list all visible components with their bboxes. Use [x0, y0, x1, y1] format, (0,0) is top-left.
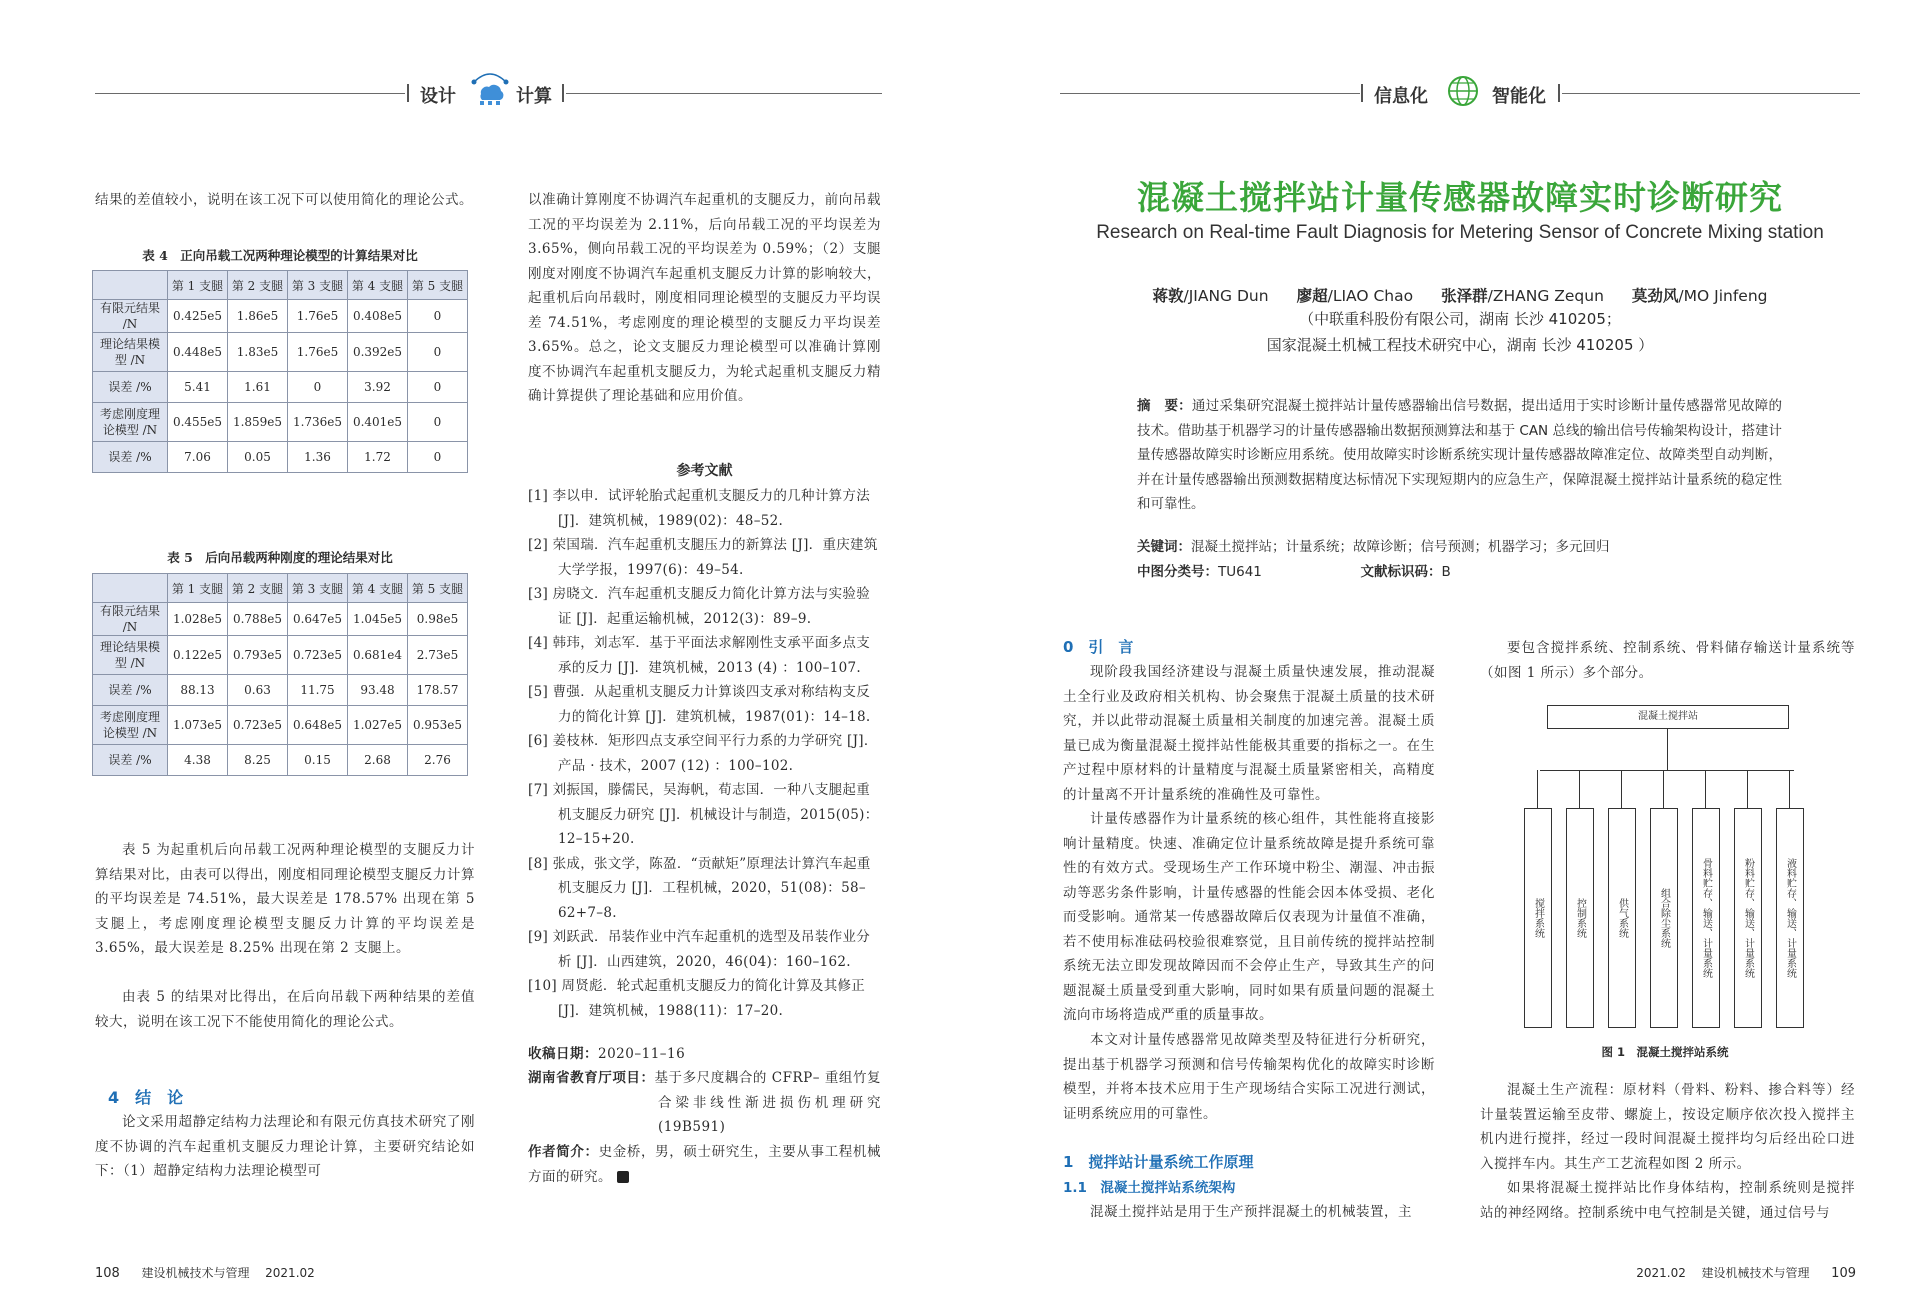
table-row [93, 636, 468, 675]
table-row-header: 考虑刚度理论模型 /N [93, 706, 168, 745]
references-title: 参考文献 [676, 463, 733, 479]
table-cell: 4.38 [168, 745, 228, 776]
table-cell: 0 [408, 442, 468, 473]
flowchart-child-box: 控制系统 [1566, 808, 1594, 1028]
affiliation-1: （中联重科股份有限公司，湖南 长沙 410205； [1299, 310, 1621, 328]
flowchart-child-box: 组合除尘系统 [1650, 808, 1678, 1028]
keywords-label: 关键词： [1137, 539, 1191, 555]
table-row [93, 675, 468, 706]
abstract-label: 摘 要： [1137, 398, 1192, 414]
reference-item: [6] 姜枝林．矩形四点支承空间平行力系的力学研究 [J]．产品 · 技术，2007 (12) ：100–102. [528, 733, 878, 774]
flowchart-connector [1747, 770, 1748, 808]
reference-item: [7] 刘振国，滕儒民，吴海帆，荀志国．一种八支腿起重机支腿反力研究 [J]．机械设计与制造，2015(05)：12–15+20. [528, 782, 879, 847]
author-list [1060, 284, 1860, 306]
table-cell: 1.83e5 [228, 333, 288, 372]
paragraph-table5-analysis: 表 5 为起重机后向吊载工况两种理论模型的支腿反力计算结果对比，由表可以得出，刚度相同理论模型支腿反力计算的平均误差是 74.51%，最大误差是 178.57% 出现在第 5 支腿上，考虑刚度理论模型支腿反力计算的平均误差是 3.65%，最大误差是 8.25% 出现在第 2 支腿上。 [95, 842, 475, 956]
author-name-en: /MO Jinfeng [1678, 287, 1768, 305]
table-header-cell [93, 574, 168, 603]
table-cell: 1.36 [288, 442, 348, 473]
right-journal-name: 建设机械技术与管理 [1701, 1266, 1810, 1280]
figure1-caption: 图 1 混凝土搅拌站系统 [1601, 1045, 1729, 1059]
flowchart-child-box: 骨料贮存、输送、计量系统 [1692, 808, 1720, 1028]
table-row [93, 333, 468, 372]
cloud-network-icon [470, 68, 510, 108]
right-issue: 2021.02 [1636, 1266, 1686, 1280]
author-name-en: /LIAO Chao [1327, 287, 1414, 305]
table-row [93, 745, 468, 776]
table-cell: 0.648e5 [288, 706, 348, 745]
table-row-header: 误差 /% [93, 675, 168, 706]
table-row-header: 误差 /% [93, 372, 168, 403]
table-row [93, 603, 468, 636]
table-cell: 0 [288, 372, 348, 403]
flowchart-connector [1663, 770, 1664, 808]
table-cell: 0.448e5 [168, 333, 228, 372]
paragraph-conclusion-cont: 以准确计算刚度不协调汽车起重机的支腿反力，前向吊载工况的平均误差为 2.11%，后向吊载工况的平均误差为 3.65%，侧向吊载工况的平均误差为 0.59%；（2）支腿刚度对刚度不协调汽车起重机支腿反力计算的影响较大，起重机后向吊载时，刚度相同理论模型的支腿反力平均误差 74.51%，考虑刚度的理论模型的支腿反力平均误差 3.65%。总之，论文支腿反力理论模型可以准确计算刚度不协调汽车起重机支腿反力，为轮式起重机支腿反力精确计算提供了理论基础和应用价值。 [528, 192, 881, 404]
table-row [93, 300, 468, 333]
right-header-tick-2 [1558, 84, 1560, 102]
reference-item: [5] 曹强．从起重机支腿反力计算谈四支承对称结构支反力的简化计算 [J]．建筑机械，1987(01)：14–18. [528, 684, 871, 725]
section4-title: 4 结 论 [108, 1088, 184, 1107]
left-header-design: 设计 [420, 86, 456, 107]
table-cell: 0.723e5 [288, 636, 348, 675]
table-cell: 1.76e5 [288, 333, 348, 372]
author-label: 作者简介： [528, 1144, 599, 1160]
article-title-cn: 混凝土搅拌站计量传感器故障实时诊断研究 [1137, 178, 1783, 217]
table-header-cell: 第 3 支腿 [288, 574, 348, 603]
intro-line: 结果的差值较小，说明在该工况下可以使用简化的理论公式。 [95, 192, 473, 208]
flowchart-child-box: 搅拌系统 [1524, 808, 1552, 1028]
table-cell: 0.392e5 [348, 333, 408, 372]
table-cell: 93.48 [348, 675, 408, 706]
author-name-cn: 莫劲风 [1631, 287, 1679, 305]
table-cell: 2.73e5 [408, 636, 468, 675]
references-list [528, 484, 881, 1023]
table-cell: 3.92 [348, 372, 408, 403]
project-value: 基于多尺度耦合的 CFRP– 重组竹复合梁非线性渐进损伤机理研究 (19B591) [654, 1070, 881, 1135]
table-cell: 1.76e5 [288, 300, 348, 333]
right-header-rule-2 [1562, 93, 1860, 94]
reference-item: [2] 荣国瑞．汽车起重机支腿压力的新算法 [J]．重庆建筑大学学报，1997(6)：49–54. [528, 537, 878, 578]
section11-title: 1.1 混凝土搅拌站系统架构 [1063, 1180, 1236, 1196]
table-row [93, 442, 468, 473]
table-cell: 1.72 [348, 442, 408, 473]
received-label: 收稿日期： [528, 1046, 598, 1062]
table-cell: 0 [408, 300, 468, 333]
table-cell: 1.028e5 [168, 603, 228, 636]
flowchart-connector [1789, 770, 1790, 808]
left-footer [95, 1264, 315, 1281]
table-header-cell: 第 2 支腿 [228, 574, 288, 603]
right-header-rule [1060, 93, 1360, 94]
author-name-cn: 张泽群 [1441, 287, 1488, 305]
left-header-rule-2 [566, 93, 882, 94]
author [1632, 287, 1768, 305]
author-value: 史金桥，男，硕士研究生，主要从事工程机械方面的研究。 [528, 1144, 881, 1185]
table-cell: 5.41 [168, 372, 228, 403]
table-cell: 0 [408, 372, 468, 403]
paragraph-process-flow: 混凝土生产流程：原材料（骨料、粉料、掺合料等）经计量装置运输至皮带、螺旋上，按设定顺序依次投入搅拌主机内进行搅拌，经过一段时间混凝土搅拌均匀后经出砼口进入搅拌车内。其生产工艺流程如图 2 所示。 [1480, 1082, 1855, 1172]
left-header-tick-2 [562, 84, 564, 102]
project-label: 湖南省教育厅项目： [528, 1070, 655, 1086]
affiliation-2: 国家混凝土机械工程技术研究中心，湖南 长沙 410205 ） [1266, 336, 1654, 354]
table-cell: 2.76 [408, 745, 468, 776]
flowchart-connector [1579, 770, 1580, 808]
table-header-cell: 第 4 支腿 [348, 271, 408, 300]
table-cell: 11.75 [288, 675, 348, 706]
doc-code-value: B [1441, 564, 1451, 580]
table-header-cell: 第 3 支腿 [288, 271, 348, 300]
table-cell: 0 [408, 403, 468, 442]
flowchart-connector [1705, 770, 1706, 808]
left-header-compute: 计算 [516, 86, 552, 107]
table-cell: 0.793e5 [228, 636, 288, 675]
table-header-cell: 第 4 支腿 [348, 574, 408, 603]
keywords-text: 混凝土搅拌站；计量系统；故障诊断；信号预测；机器学习；多元回归 [1191, 539, 1610, 555]
paragraph-systems: 要包含搅拌系统、控制系统、骨料储存输送计量系统等（如图 1 所示）多个部分。 [1480, 640, 1855, 681]
clc-label: 中图分类号： [1137, 564, 1218, 580]
table-cell: 1.61 [228, 372, 288, 403]
publisher-logo-icon [617, 1171, 629, 1183]
table-cell: 0.455e5 [168, 403, 228, 442]
classification [1137, 560, 1782, 585]
flowchart-child-box: 液料贮存、输送、计量系统 [1776, 808, 1804, 1028]
reference-item: [1] 李以申．试评轮胎式起重机支腿反力的几种计算方法 [J]．建筑机械，1989(02)：48–52. [528, 488, 871, 529]
left-header-tick [407, 84, 409, 102]
table-cell: 7.06 [168, 442, 228, 473]
project-info [528, 1066, 881, 1140]
author-name-cn: 蒋敦 [1152, 287, 1184, 305]
table5 [92, 573, 468, 776]
paragraph-mixing-station: 混凝土搅拌站是用于生产预拌混凝土的机械装置，主 [1090, 1204, 1412, 1220]
author [1297, 287, 1414, 305]
flowchart-connector [1537, 770, 1538, 808]
left-page-number: 108 [95, 1266, 120, 1281]
table-cell: 0.122e5 [168, 636, 228, 675]
table-cell: 8.25 [228, 745, 288, 776]
table-row-header: 理论结果模型 /N [93, 333, 168, 372]
author-name-en: /JIANG Dun [1183, 287, 1269, 305]
table-cell: 88.13 [168, 675, 228, 706]
section1-title: 1 搅拌站计量系统工作原理 [1063, 1153, 1254, 1171]
doc-code-label: 文献标识码： [1360, 564, 1442, 580]
clc-value: TU641 [1218, 564, 1262, 580]
flowchart-connector [1667, 728, 1668, 770]
received-date [528, 1042, 881, 1067]
intro-paragraph-2: 计量传感器作为计量系统的核心组件，其性能将直接影响计量精度。快速、准确定位计量系统故障是提升系统可靠性的有效方式。受现场生产工作环境中粉尘、潮湿、冲击振动等恶劣条件影响，计量传感器的性能会因本体受损、老化而受影响。通常某一传感器故障后仅表现为计量值不准确，若不使用标准砝码校验很难察觉，且目前传统的搅拌站控制系统无法立即发现故障因而不会停止生产，导致其生产的问题混凝土质量受到重大影响，同时如果有质量问题的混凝土流向市场将造成严重的质量事故。 [1063, 811, 1435, 1023]
left-journal-name: 建设机械技术与管理 [141, 1266, 250, 1280]
intro-paragraph-3: 本文对计量传感器常见故障类型及特征进行分析研究，提出基于机器学习预测和信号传输架构优化的故障实时诊断模型，并将本技术应用于生产现场结合实际工况进行测试，证明系统应用的可靠性。 [1063, 1032, 1435, 1122]
table-row-header: 误差 /% [93, 745, 168, 776]
table4 [92, 270, 468, 473]
table-row [93, 403, 468, 442]
table-row [93, 706, 468, 745]
table-header-cell: 第 5 支腿 [408, 574, 468, 603]
table-cell: 2.68 [348, 745, 408, 776]
left-header-rule [95, 93, 405, 94]
reference-item: [9] 刘跃武．吊装作业中汽车起重机的选型及吊装作业分析 [J]．山西建筑，2020，46(04)：160–162. [528, 929, 871, 970]
author [1152, 287, 1268, 305]
article-title-en: Research on Real-time Fault Diagnosis for Metering Sensor of Concrete Mixing station [1096, 222, 1824, 243]
intro-paragraph-1: 现阶段我国经济建设与混凝土质量快速发展，推动混凝土全行业及政府相关机构、协会聚焦于混凝土质量的技术研究，并以此带动混凝土质量相关制度的加速完善。混凝土质量已成为衡量混凝土搅拌站性能极其重要的指标之一。在生产过程中原材料的计量精度与混凝土质量紧密相关，高精度的计量离不开计量系统的准确性及可靠性。 [1063, 664, 1435, 803]
table-row [93, 372, 468, 403]
table-cell: 1.859e5 [228, 403, 288, 442]
table-cell: 1.86e5 [228, 300, 288, 333]
table-row-header: 有限元结果 /N [93, 300, 168, 333]
table-cell: 0.953e5 [408, 706, 468, 745]
table5-caption: 表 5 后向吊载两种刚度的理论结果对比 [167, 550, 393, 565]
received-value: 2020–11–16 [598, 1046, 686, 1062]
table-cell: 1.073e5 [168, 706, 228, 745]
right-header-smart: 智能化 [1492, 86, 1546, 107]
paragraph-conclusion: 论文采用超静定结构力法理论和有限元仿真技术研究了刚度不协调的汽车起重机支腿反力理论计算，主要研究结论如下：（1）超静定结构力法理论模型可 [95, 1114, 475, 1179]
table-cell: 0.647e5 [288, 603, 348, 636]
author-name-cn: 廖超 [1296, 287, 1328, 305]
reference-item: [10] 周贤彪．轮式起重机支腿反力的简化计算及其修正 [J]．建筑机械，1988(11)：17–20. [528, 978, 866, 1019]
flowchart-root: 混凝土搅拌站 [1547, 705, 1789, 729]
table-cell: 0.788e5 [228, 603, 288, 636]
flowchart-child-box: 粉料贮存、输送、计量系统 [1734, 808, 1762, 1028]
left-issue: 2021.02 [265, 1266, 315, 1280]
keywords [1137, 535, 1782, 560]
abstract [1137, 394, 1782, 517]
table-cell: 0 [408, 333, 468, 372]
reference-item: [4] 韩玮，刘志军．基于平面法求解刚性支承平面多点支承的反力 [J]．建筑机械，2013 (4) ：100–107. [528, 635, 871, 676]
table-cell: 0.401e5 [348, 403, 408, 442]
table4-caption: 表 4 正向吊载工况两种理论模型的计算结果对比 [142, 248, 418, 263]
table-header-cell: 第 2 支腿 [228, 271, 288, 300]
author [1441, 287, 1604, 305]
flowchart-child-box: 供气系统 [1608, 808, 1636, 1028]
right-header-tick [1361, 84, 1363, 102]
author-info [528, 1140, 881, 1189]
table-cell: 0.15 [288, 745, 348, 776]
table-row-header: 有限元结果 /N [93, 603, 168, 636]
table-header-cell: 第 1 支腿 [168, 271, 228, 300]
paragraph-table5-conclusion: 由表 5 的结果对比得出，在后向吊载下两种结果的差值较大，说明在该工况下不能使用简化的理论公式。 [95, 989, 475, 1030]
table-cell: 1.736e5 [288, 403, 348, 442]
table-cell: 1.045e5 [348, 603, 408, 636]
table-cell: 0.425e5 [168, 300, 228, 333]
author-name-en: /ZHANG Zequn [1487, 287, 1604, 305]
table-header-cell: 第 1 支腿 [168, 574, 228, 603]
table-header-cell: 第 5 支腿 [408, 271, 468, 300]
table-cell: 0.408e5 [348, 300, 408, 333]
table-cell: 0.723e5 [228, 706, 288, 745]
table-row-header: 考虑刚度理论模型 /N [93, 403, 168, 442]
right-footer [1636, 1264, 1856, 1281]
table-cell: 0.63 [228, 675, 288, 706]
reference-item: [8] 张成，张文学，陈盈．“贡献矩”原理法计算汽车起重机支腿反力 [J]．工程机械，2020，51(08)：58–62+7–8. [528, 855, 871, 921]
right-header-info: 信息化 [1374, 86, 1428, 107]
globe-icon [1446, 74, 1480, 108]
right-page-number: 109 [1831, 1266, 1856, 1281]
reference-item: [3] 房晓文．汽车起重机支腿反力简化计算方法与实验验证 [J]．起重运输机械，2012(3)：89–9. [528, 586, 871, 627]
section0-title: 0 引 言 [1063, 638, 1134, 656]
table-cell: 0.98e5 [408, 603, 468, 636]
table-header-cell [93, 271, 168, 300]
abstract-text: 通过采集研究混凝土搅拌站计量传感器输出信号数据，提出适用于实时诊断计量传感器常见故障的技术。借助基于机器学习的计量传感器输出数据预测算法和基于 CAN 总线的输出信号传输架构设计，搭建计量传感器故障实时诊断应用系统。使用故障实时诊断系统实现计量传感器故障准定位、故障类型自动判断，并在计量传感器输出预测数据精度达标情况下实现短期内的应急生产，保障混凝土搅拌站计量系统的稳定性和可靠性。 [1137, 398, 1783, 512]
table-cell: 0.681e4 [348, 636, 408, 675]
table-row-header: 理论结果模型 /N [93, 636, 168, 675]
flowchart-connector [1621, 770, 1622, 808]
paragraph-control-system: 如果将混凝土搅拌站比作身体结构，控制系统则是搅拌站的神经网络。控制系统中电气控制是关键，通过信号与 [1480, 1180, 1855, 1221]
table-cell: 0.05 [228, 442, 288, 473]
table-row-header: 误差 /% [93, 442, 168, 473]
table-cell: 178.57 [408, 675, 468, 706]
table-cell: 1.027e5 [348, 706, 408, 745]
